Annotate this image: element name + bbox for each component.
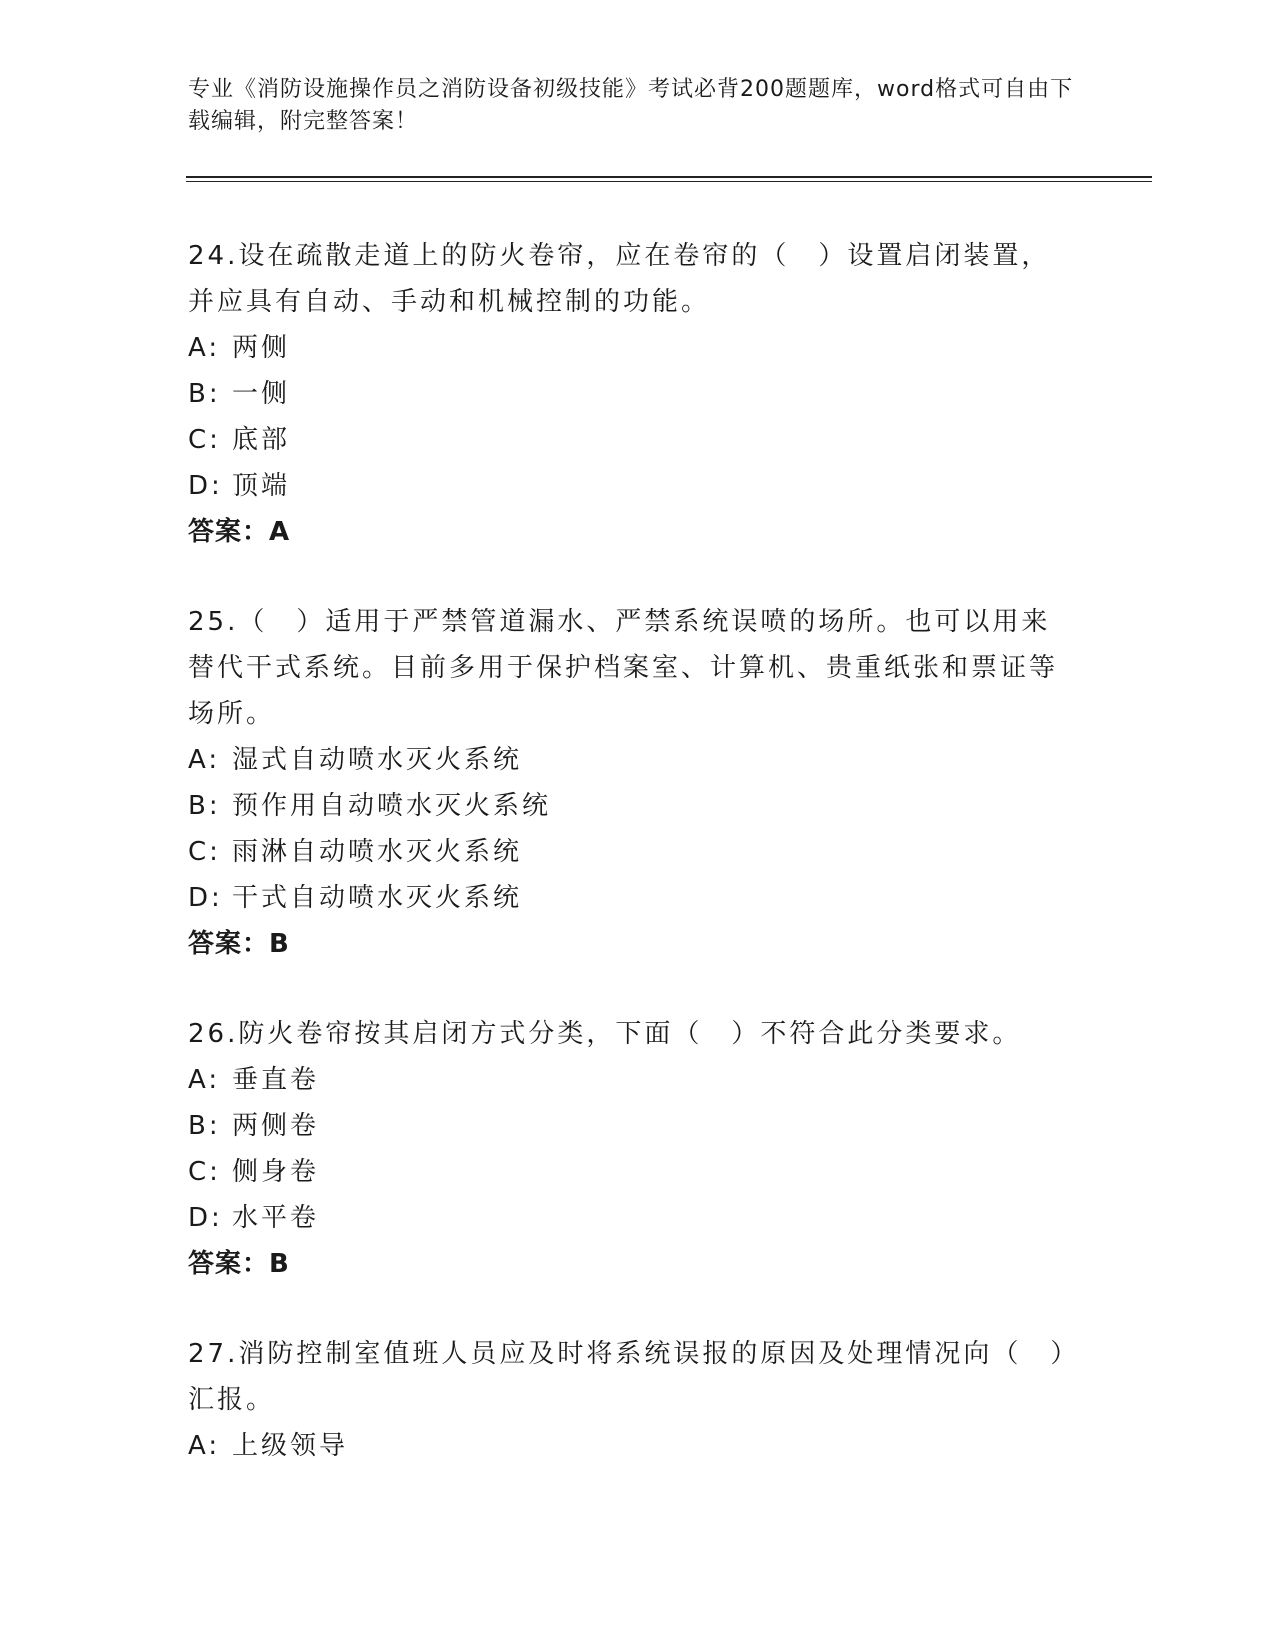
option-key: B:: [188, 379, 221, 409]
question-26: [188, 1011, 1078, 1287]
option-text: 预作用自动喷水灭火系统: [232, 791, 552, 821]
option-text: 雨淋自动喷水灭火系统: [232, 837, 523, 867]
option-text: 侧身卷: [232, 1157, 320, 1187]
option-text: 顶端: [232, 471, 291, 501]
question-27: [188, 1331, 1078, 1469]
option-key: C:: [188, 837, 221, 867]
option-b: [188, 371, 1078, 417]
option-a: [188, 325, 1078, 371]
option-d: [188, 1195, 1078, 1241]
option-text: 一侧: [232, 379, 291, 409]
option-a: [188, 737, 1078, 783]
question-stem: 27.消防控制室值班人员应及时将系统误报的原因及处理情况向（ ）汇报。: [188, 1339, 1067, 1415]
option-text: 湿式自动喷水灭火系统: [232, 745, 523, 775]
option-text: 底部: [232, 425, 291, 455]
option-a: [188, 1057, 1078, 1103]
option-key: B:: [188, 791, 221, 821]
option-key: A:: [188, 1431, 221, 1461]
option-b: [188, 1103, 1078, 1149]
option-text: 水平卷: [232, 1203, 320, 1233]
option-key: B:: [188, 1111, 221, 1141]
option-text: 两侧: [232, 333, 291, 363]
document-header: 专业《消防设施操作员之消防设备初级技能》考试必背200题题库，word格式可自由下载编辑，附完整答案！: [188, 77, 1074, 134]
option-c: [188, 829, 1078, 875]
option-b: [188, 783, 1078, 829]
option-key: D:: [188, 1203, 223, 1233]
option-text: 两侧卷: [232, 1111, 320, 1141]
question-stem: 26.防火卷帘按其启闭方式分类，下面（ ）不符合此分类要求。: [188, 1019, 1022, 1049]
option-c: [188, 1149, 1078, 1195]
question-stem: 24.设在疏散走道上的防火卷帘，应在卷帘的（ ）设置启闭装置，并应具有自动、手动和机械控制的功能。: [188, 241, 1051, 317]
header-divider-thin: [186, 181, 1152, 182]
question-list: [188, 233, 1078, 1513]
question-24: [188, 233, 1078, 555]
option-key: A:: [188, 745, 221, 775]
answer-line: 答案：A: [188, 517, 291, 547]
option-key: C:: [188, 425, 221, 455]
option-d: [188, 463, 1078, 509]
option-key: C:: [188, 1157, 221, 1187]
question-25: [188, 599, 1078, 967]
question-stem: 25.（ ）适用于严禁管道漏水、严禁系统误喷的场所。也可以用来替代干式系统。目前多用于保护档案室、计算机、贵重纸张和票证等场所。: [188, 607, 1059, 729]
option-key: D:: [188, 883, 223, 913]
option-a: [188, 1423, 1078, 1469]
option-text: 上级领导: [232, 1431, 349, 1461]
option-d: [188, 875, 1078, 921]
answer-line: 答案：B: [188, 929, 290, 959]
option-key: A:: [188, 333, 221, 363]
option-c: [188, 417, 1078, 463]
answer-line: 答案：B: [188, 1249, 290, 1279]
option-text: 干式自动喷水灭火系统: [232, 883, 523, 913]
option-text: 垂直卷: [232, 1065, 320, 1095]
header-divider-thick: [186, 176, 1152, 178]
option-key: A:: [188, 1065, 221, 1095]
option-key: D:: [188, 471, 223, 501]
